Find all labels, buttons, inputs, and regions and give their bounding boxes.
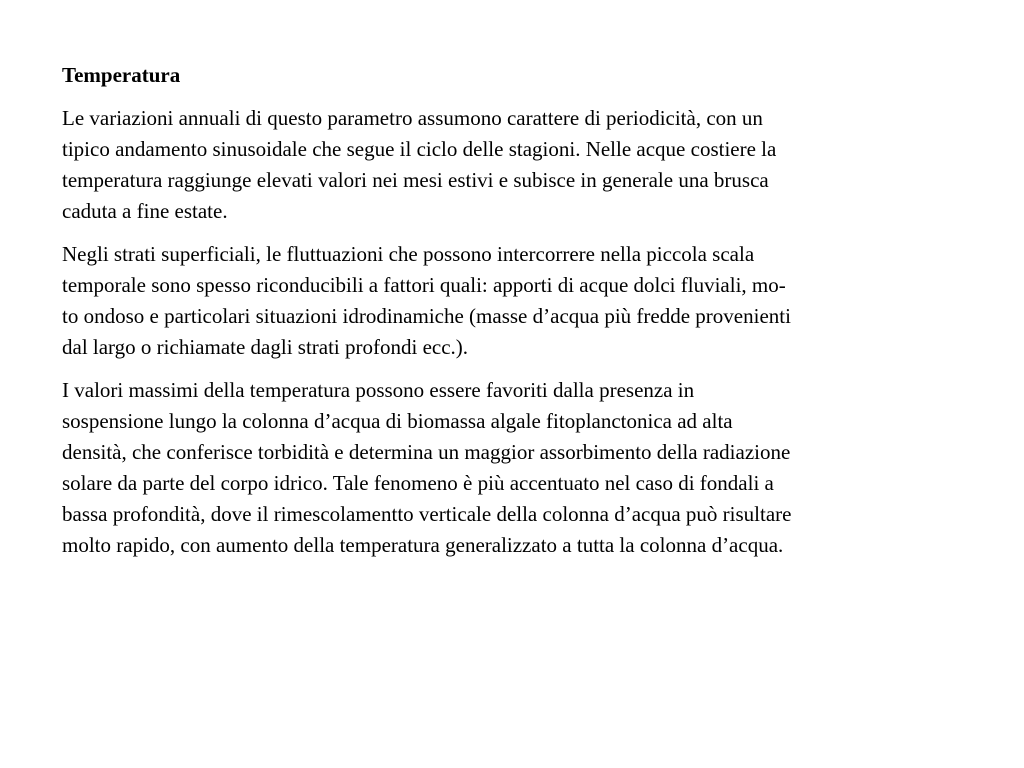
section-heading: Temperatura [62,63,181,87]
paragraph-line: solare da parte del corpo idrico. Tale fenomeno è più accentuato nel caso di fondali a [62,471,774,495]
paragraph-line: molto rapido, con aumento della temperatura generalizzato a tutta la colonna d’acqua. [62,533,784,557]
paragraph-line: bassa profondità, dove il rimescolamentto verticale della colonna d’acqua può risultare [62,502,792,526]
paragraph-line: densità, che conferisce torbidità e determina un maggior assorbimento della radiazione [62,440,791,464]
paragraph-line: temporale sono spesso riconducibili a fattori quali: apporti di acque dolci fluviali, mo- [62,273,786,297]
paragraph-line: temperatura raggiunge elevati valori nei mesi estivi e subisce in generale una brusca [62,168,769,192]
paragraph-2 [62,239,962,363]
paragraph-3 [62,375,962,561]
paragraph-line: I valori massimi della temperatura possono essere favoriti dalla presenza in [62,378,695,402]
paragraph-line: caduta a fine estate. [62,199,228,223]
paragraph-line: to ondoso e particolari situazioni idrodinamiche (masse d’acqua più fredde provenienti [62,304,791,328]
paragraph-line: tipico andamento sinusoidale che segue il ciclo delle stagioni. Nelle acque costiere la [62,137,777,161]
paragraph-line: Le variazioni annuali di questo parametro assumono carattere di periodicità, con un [62,106,763,130]
paragraph-1 [62,103,962,227]
paragraph-line: dal largo o richiamate dagli strati profondi ecc.). [62,335,469,359]
paragraph-line: Negli strati superficiali, le fluttuazioni che possono intercorrere nella piccola scala [62,242,755,266]
paragraph-line: sospensione lungo la colonna d’acqua di biomassa algale fitoplanctonica ad alta [62,409,733,433]
document-page [62,60,962,573]
